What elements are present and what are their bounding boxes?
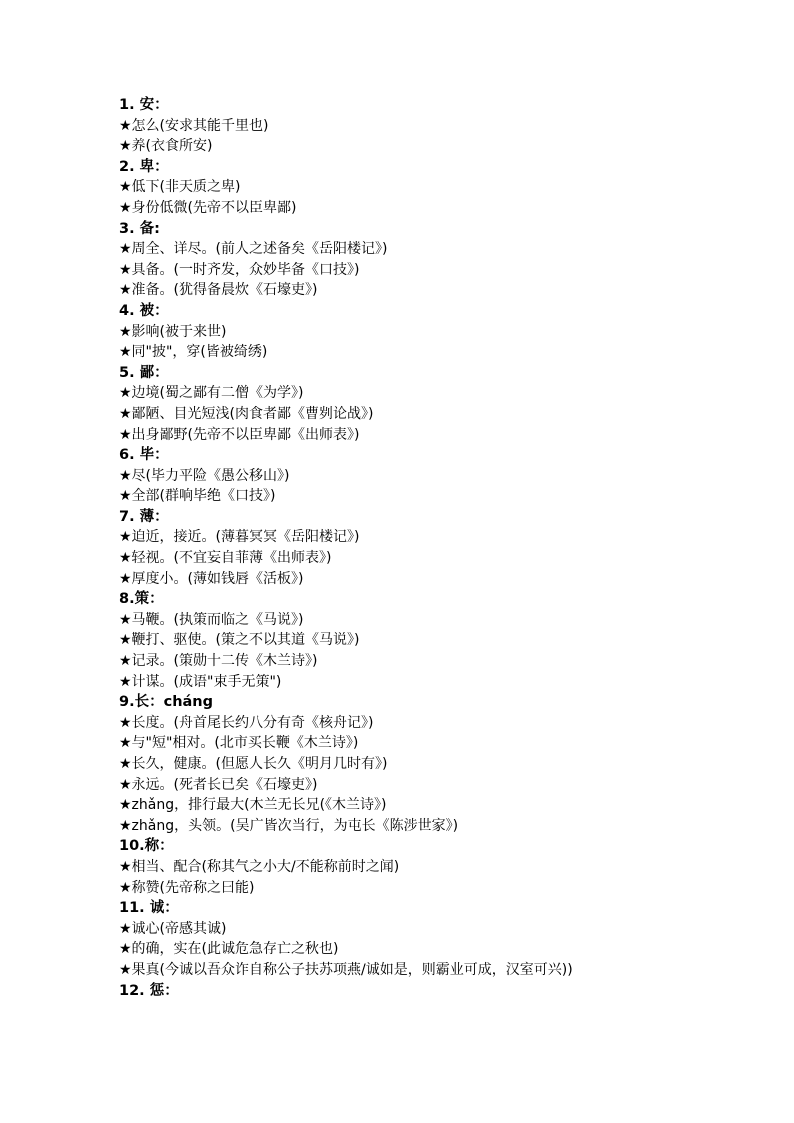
definition-item: ★鞭打、驱使。(策之不以其道《马说》): [119, 632, 360, 649]
definition-item: ★轻视。(不宜妄自菲薄《出师表》): [119, 550, 332, 567]
entry-heading: 10.称：: [119, 838, 174, 855]
entry-heading: 4. 被：: [119, 302, 169, 319]
entry-heading: 3. 备:: [119, 220, 160, 237]
definition-item: ★马鞭。(执策而临之《马说》): [119, 611, 304, 628]
definition-item: ★厚度小。(薄如钱唇《活板》): [119, 570, 304, 587]
definition-item: ★的确，实在(此诚危急存亡之秋也): [119, 941, 339, 958]
entry-heading: 6. 毕：: [119, 447, 169, 464]
definition-item: ★相当、配合(称其气之小大/不能称前时之闻): [119, 858, 400, 875]
definition-item: ★zhǎng，排行最大(木兰无长兄(《木兰诗》): [119, 797, 387, 814]
definition-item: ★尽(毕力平险《愚公移山》): [119, 467, 290, 484]
definition-item: ★低下(非天质之卑): [119, 179, 241, 196]
definition-item: ★果真(今诚以吾众诈自称公子扶苏项燕/诚如是，则霸业可成，汉室可兴)): [119, 961, 573, 978]
definition-item: ★准备。(犹得备晨炊《石壕吏》): [119, 282, 318, 299]
entry-heading: 11. 诚：: [119, 900, 179, 917]
entry-heading: 9.长：cháng: [119, 694, 214, 711]
definition-item: ★永远。(死者长已矣《石壕吏》): [119, 776, 318, 793]
definition-item: ★迫近，接近。(薄暮冥冥《岳阳楼记》): [119, 529, 360, 546]
definition-item: ★影响(被于来世): [119, 323, 227, 340]
definition-item: ★具备。(一时齐发，众妙毕备《口技》): [119, 261, 360, 278]
definition-item: ★边境(蜀之鄙有二僧《为学》): [119, 385, 304, 402]
document-content: [119, 95, 769, 1001]
definition-item: ★出身鄙野(先帝不以臣卑鄙《出师表》): [119, 426, 360, 443]
definition-item: ★诚心(帝感其诚): [119, 920, 227, 937]
entry-heading: 7. 薄：: [119, 508, 169, 525]
definition-item: ★长度。(舟首尾长约八分有奇《核舟记》): [119, 714, 374, 731]
definition-item: ★同"披"，穿(皆被绮绣): [119, 344, 268, 361]
definition-item: ★周全、详尽。(前人之述备矣《岳阳楼记》): [119, 241, 388, 258]
definition-item: ★怎么(安求其能千里也): [119, 117, 269, 134]
definition-item: ★与"短"相对。(北市买长鞭《木兰诗》): [119, 735, 359, 752]
definition-item: ★称赞(先帝称之曰能): [119, 879, 255, 896]
definition-item: ★全部(群响毕绝《口技》): [119, 488, 276, 505]
entry-heading: 2. 卑：: [119, 158, 169, 175]
entry-heading: 5. 鄙：: [119, 364, 169, 381]
definition-item: ★zhǎng，头领。(吴广皆次当行，为屯长《陈涉世家》): [119, 817, 459, 834]
definition-item: ★记录。(策勋十二传《木兰诗》): [119, 653, 318, 670]
definition-item: ★养(衣食所安): [119, 138, 213, 155]
definition-item: ★计谋。(成语"束手无策"): [119, 673, 282, 690]
definition-item: ★身份低微(先帝不以臣卑鄙): [119, 199, 297, 216]
entry-heading: 1. 安：: [119, 97, 169, 113]
definition-item: ★鄙陋、目光短浅(肉食者鄙《曹刿论战》): [119, 405, 374, 422]
entry-heading: 12. 惩：: [119, 982, 179, 999]
definition-item: ★长久，健康。(但愿人长久《明月几时有》): [119, 756, 388, 772]
entry-heading: 8.策：: [119, 591, 164, 608]
